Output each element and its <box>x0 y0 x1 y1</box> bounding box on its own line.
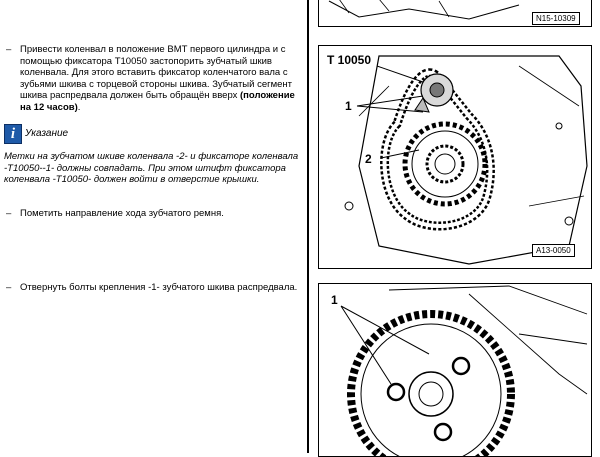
column-divider <box>307 0 309 453</box>
callout-1: 1 <box>345 99 352 113</box>
list-dash: – <box>6 44 12 55</box>
tool-callout: T 10050 <box>327 53 372 67</box>
step-mark-belt-direction <box>6 208 302 220</box>
figure-label: A13-0050 <box>532 244 575 257</box>
step-emphasis: (положение на 12 часов) <box>20 90 295 113</box>
step-unscrew-bolts <box>6 282 302 294</box>
step-suffix: . <box>77 101 81 113</box>
crankshaft-sprocket <box>405 124 485 204</box>
step-text: Привести коленвал в положение ВМТ первого цилиндра и с помощью фиксатора T10050 застопорить зубчатый шкив коленвала. Для этого вставить фиксатор коленчатого вала с зубьями шкива с торцевой стороны шкива. Зубчатый сегмент шкива распредвала должен быть обращён вверх <box>20 44 292 102</box>
figure-top <box>318 0 592 27</box>
figure-middle-drawing <box>319 46 591 268</box>
camshaft-sprocket <box>351 314 511 456</box>
step-text: Пометить направление хода зубчатого ремня. <box>20 208 224 219</box>
callout-1: 1 <box>331 293 338 307</box>
figure-label: N15-10309 <box>532 12 580 25</box>
info-icon: i <box>4 124 22 144</box>
list-dash: – <box>6 282 12 293</box>
figure-bottom <box>318 283 592 457</box>
step-text: Отвернуть болты крепления -1- зубчатого шкива распредвала. <box>20 282 298 293</box>
note-header <box>4 124 284 144</box>
list-dash: – <box>6 208 12 219</box>
note-text: Метки на зубчатом шкиве коленвала -2- и фиксаторе коленвала -T10050--1- должны совпадать. При этом штифт фиксатора коленвала -T10050- должен войти в отверстие крышки. <box>4 151 299 186</box>
sprocket-bolts <box>388 358 469 440</box>
note-title: Указание <box>25 128 69 139</box>
callout-2: 2 <box>365 152 372 166</box>
step-align-crankshaft <box>6 44 302 114</box>
figure-bottom-drawing <box>319 284 591 456</box>
locking-tool-t10050 <box>415 74 453 112</box>
figure-middle <box>318 45 592 269</box>
